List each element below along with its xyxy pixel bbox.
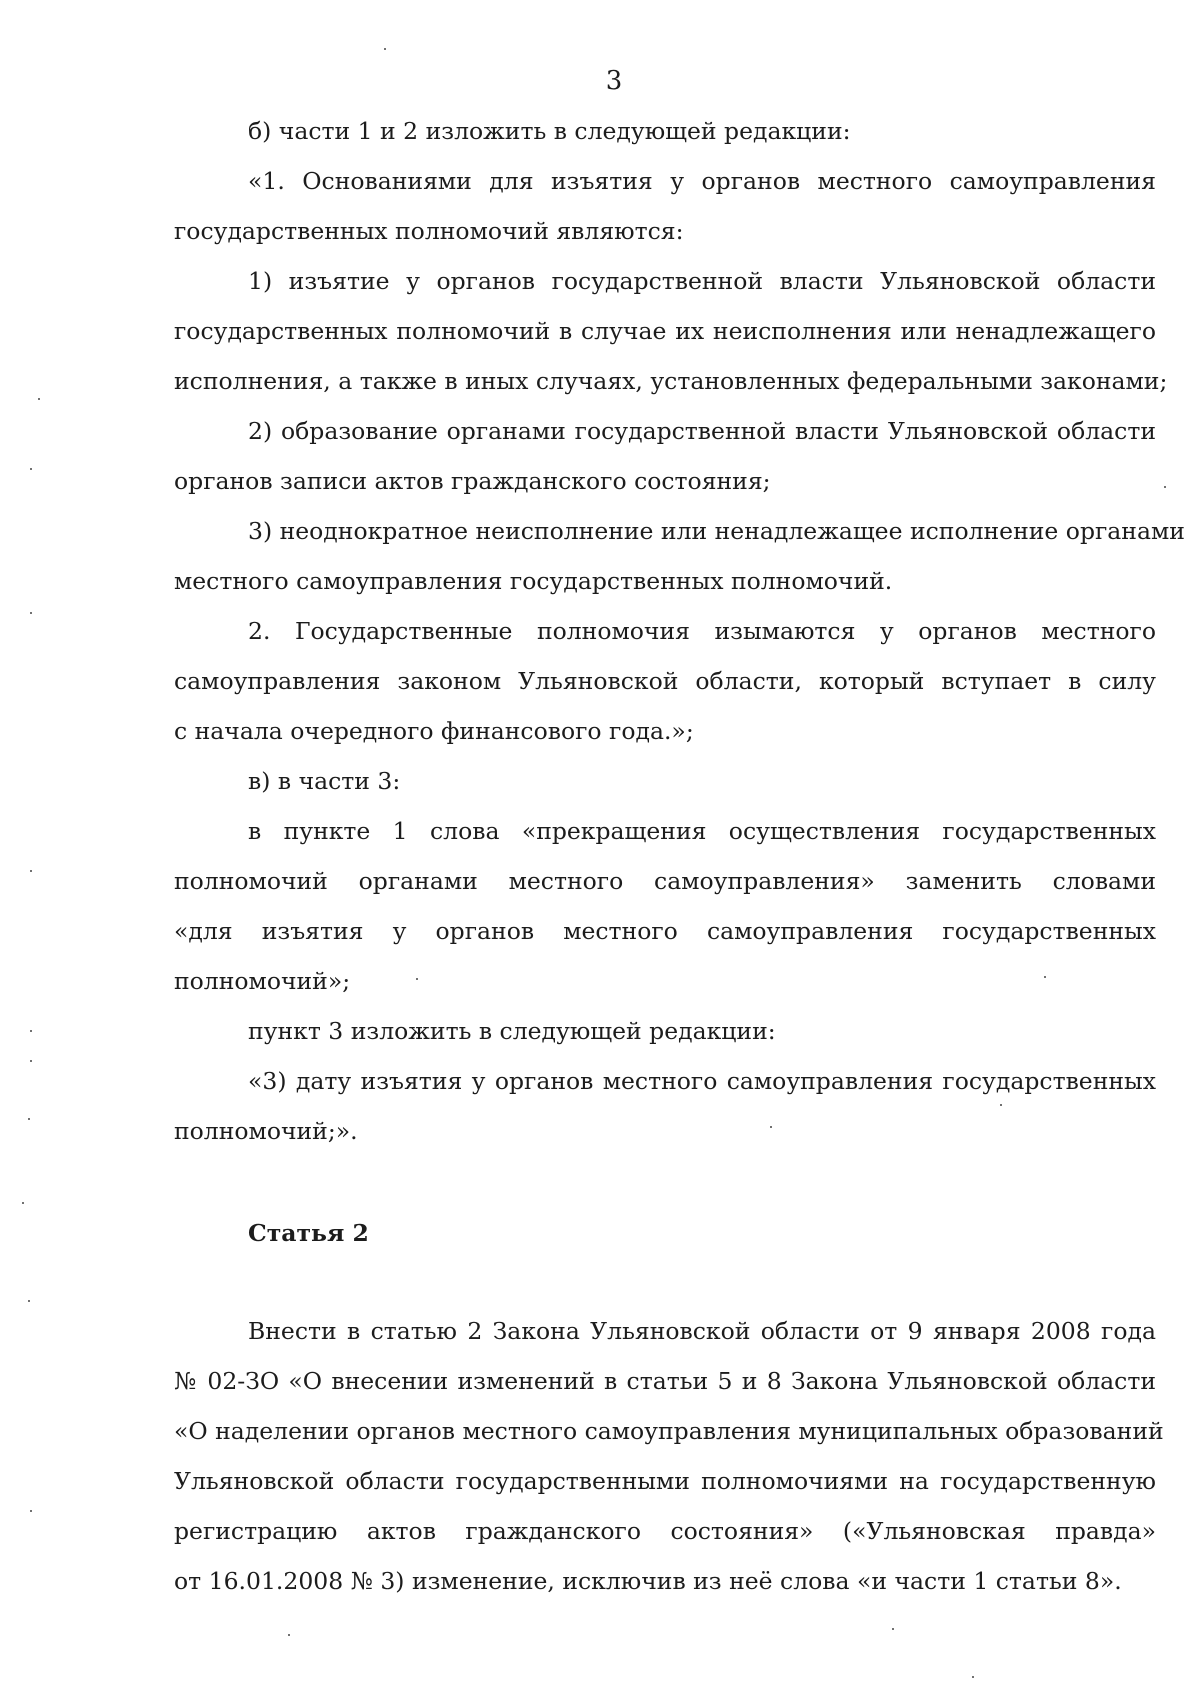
scan-speck (972, 1676, 974, 1678)
paragraph-line: полномочий органами местного самоуправления» заменить словами (174, 867, 1156, 895)
paragraph-line: 3) неоднократное неисполнение или ненадлежащее исполнение органами (248, 517, 1185, 545)
article-paragraph-line: регистрацию актов гражданского состояния» («Ульяновская правда» (174, 1517, 1156, 1545)
page-number: 3 (605, 66, 623, 96)
paragraph-line: органов записи актов гражданского состояния; (174, 467, 771, 495)
scan-speck (28, 1300, 30, 1302)
scan-speck (30, 1030, 32, 1032)
article-paragraph-line: от 16.01.2008 № 3) изменение, исключив из неё слова «и части 1 статьи 8». (174, 1567, 1122, 1595)
paragraph-line: пункт 3 изложить в следующей редакции: (248, 1017, 776, 1045)
paragraph-line: государственных полномочий в случае их неисполнения или ненадлежащего (174, 317, 1156, 345)
paragraph-line: местного самоуправления государственных полномочий. (174, 567, 893, 595)
scan-speck (28, 1118, 30, 1120)
scan-speck (1000, 1104, 1002, 1106)
paragraph-line: с начала очередного финансового года.»; (174, 717, 694, 745)
article-paragraph-line: Внести в статью 2 Закона Ульяновской области от 9 января 2008 года (248, 1317, 1156, 1345)
paragraph-line: самоуправления законом Ульяновской области, который вступает в силу (174, 667, 1156, 695)
scan-speck (770, 1126, 772, 1128)
scan-speck (892, 1628, 894, 1630)
scan-speck (38, 398, 40, 400)
paragraph-line: 2. Государственные полномочия изымаются у органов местного (248, 617, 1156, 645)
paragraph-line: полномочий»; (174, 967, 351, 995)
scan-speck (1044, 976, 1046, 978)
scan-speck (22, 1202, 24, 1204)
scan-speck (384, 48, 386, 50)
paragraph-line: исполнения, а также в иных случаях, установленных федеральными законами; (174, 367, 1168, 395)
paragraph-line: б) части 1 и 2 изложить в следующей редакции: (248, 117, 851, 145)
article-paragraph-line: «О наделении органов местного самоуправления муниципальных образований (174, 1417, 1164, 1445)
article-paragraph-line: Ульяновской области государственными полномочиями на государственную (174, 1467, 1156, 1495)
article-heading: Статья 2 (248, 1219, 369, 1247)
paragraph-line: 2) образование органами государственной власти Ульяновской области (248, 417, 1156, 445)
scan-speck (30, 1510, 32, 1512)
scan-speck (30, 468, 32, 470)
paragraph-line: «3) дату изъятия у органов местного самоуправления государственных (248, 1067, 1156, 1095)
scan-speck (288, 1634, 290, 1636)
scan-speck (30, 870, 32, 872)
paragraph-line: «для изъятия у органов местного самоуправления государственных (174, 917, 1156, 945)
paragraph-line: 1) изъятие у органов государственной власти Ульяновской области (248, 267, 1156, 295)
scan-speck (416, 978, 418, 980)
paragraph-line: в) в части 3: (248, 767, 401, 795)
paragraph-line: в пункте 1 слова «прекращения осуществления государственных (248, 817, 1156, 845)
paragraph-line: государственных полномочий являются: (174, 217, 684, 245)
scan-speck (1164, 486, 1166, 488)
paragraph-line: «1. Основаниями для изъятия у органов местного самоуправления (248, 167, 1156, 195)
paragraph-line: полномочий;». (174, 1117, 358, 1145)
scan-speck (30, 612, 32, 614)
scan-speck (30, 1060, 32, 1062)
article-paragraph-line: № 02-ЗО «О внесении изменений в статьи 5 и 8 Закона Ульяновской области (174, 1367, 1156, 1395)
